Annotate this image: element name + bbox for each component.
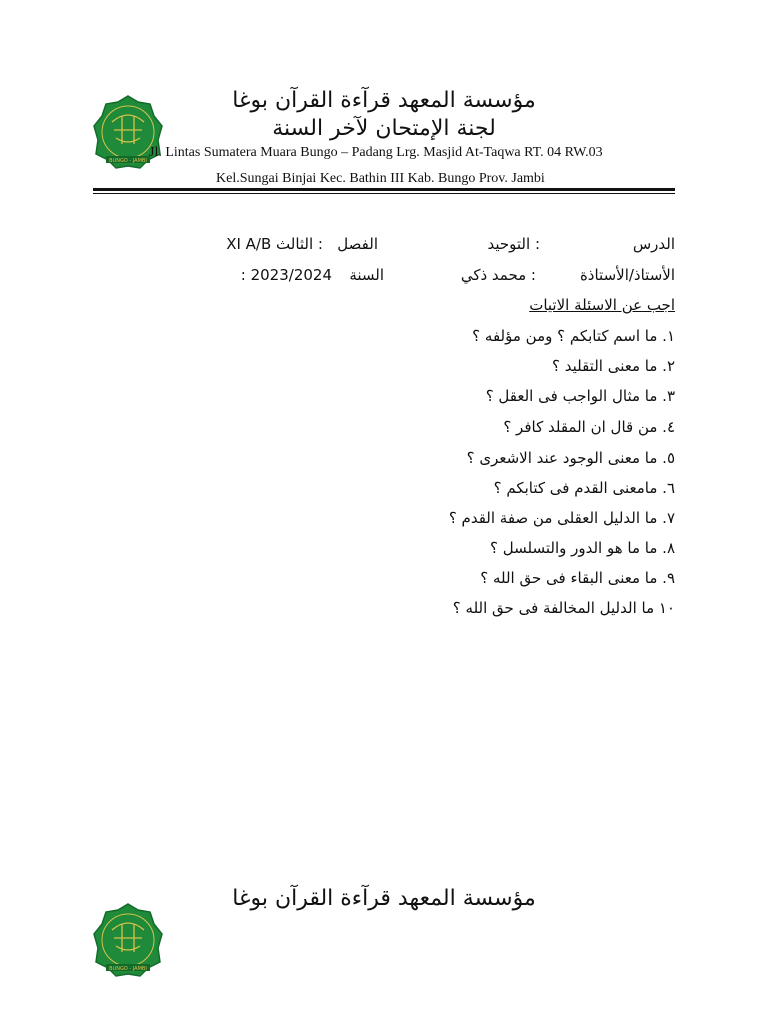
question-5: ٥. ما معنى الوجود عند الاشعرى ؟ <box>466 449 675 467</box>
instruction-text: اجب عن الاسئلة الاتيات <box>529 296 675 314</box>
header-rule-thin <box>93 193 675 194</box>
institution-name-next-page: مؤسسة المعهد قرآءة القرآن بوغا <box>232 886 536 911</box>
question-3: ٣. ما مثال الواجب فى العقل ؟ <box>485 387 675 405</box>
logo-caption-next-page: BUNGO - JAMBI <box>109 966 147 972</box>
year-value: : 2023/2024 <box>240 266 332 284</box>
address-line-1: Jl. Lintas Sumatera Muara Bungo – Padang Lrg. Masjid At-Taqwa RT. 04 RW.03 <box>149 145 603 160</box>
subject-value: : التوحيد <box>487 235 540 253</box>
class-label: الفصل <box>337 235 378 253</box>
question-7: ٧. ما الدليل العقلى من صفة القدم ؟ <box>448 509 675 527</box>
class-value: : الثالث XI A/B <box>226 235 323 253</box>
question-9: ٩. ما معنى البقاء فى حق الله ؟ <box>480 569 675 587</box>
year-label: السنة <box>349 266 384 284</box>
question-10: ١٠ ما الدليل المخالفة فى حق الله ؟ <box>452 599 675 617</box>
subject-label: الدرس <box>632 235 675 253</box>
exam-committee-title: لجنة الإمتحان لآخر السنة <box>272 116 496 141</box>
address-line-2: Kel.Sungai Binjai Kec. Bathin III Kab. Bungo Prov. Jambi <box>216 171 545 186</box>
question-4: ٤. من قال ان المقلد كافر ؟ <box>503 418 675 436</box>
question-1: ١. ما اسم كتابكم ؟ ومن مؤلفه ؟ <box>472 327 675 345</box>
institution-name: مؤسسة المعهد قرآءة القرآن بوغا <box>232 88 536 113</box>
teacher-value: : محمد ذكي <box>460 266 536 284</box>
question-6: ٦. مامعنى القدم فى كتابكم ؟ <box>493 479 675 497</box>
institution-logo-next-page <box>92 902 164 980</box>
header-rule-thick <box>93 188 675 191</box>
logo-caption: BUNGO - JAMBI <box>109 158 147 164</box>
teacher-label: الأستاذ/الأستاذة <box>579 266 675 284</box>
question-8: ٨. ما ما هو الدور والتسلسل ؟ <box>490 539 675 557</box>
question-2: ٢. ما معنى التقليد ؟ <box>552 357 675 375</box>
